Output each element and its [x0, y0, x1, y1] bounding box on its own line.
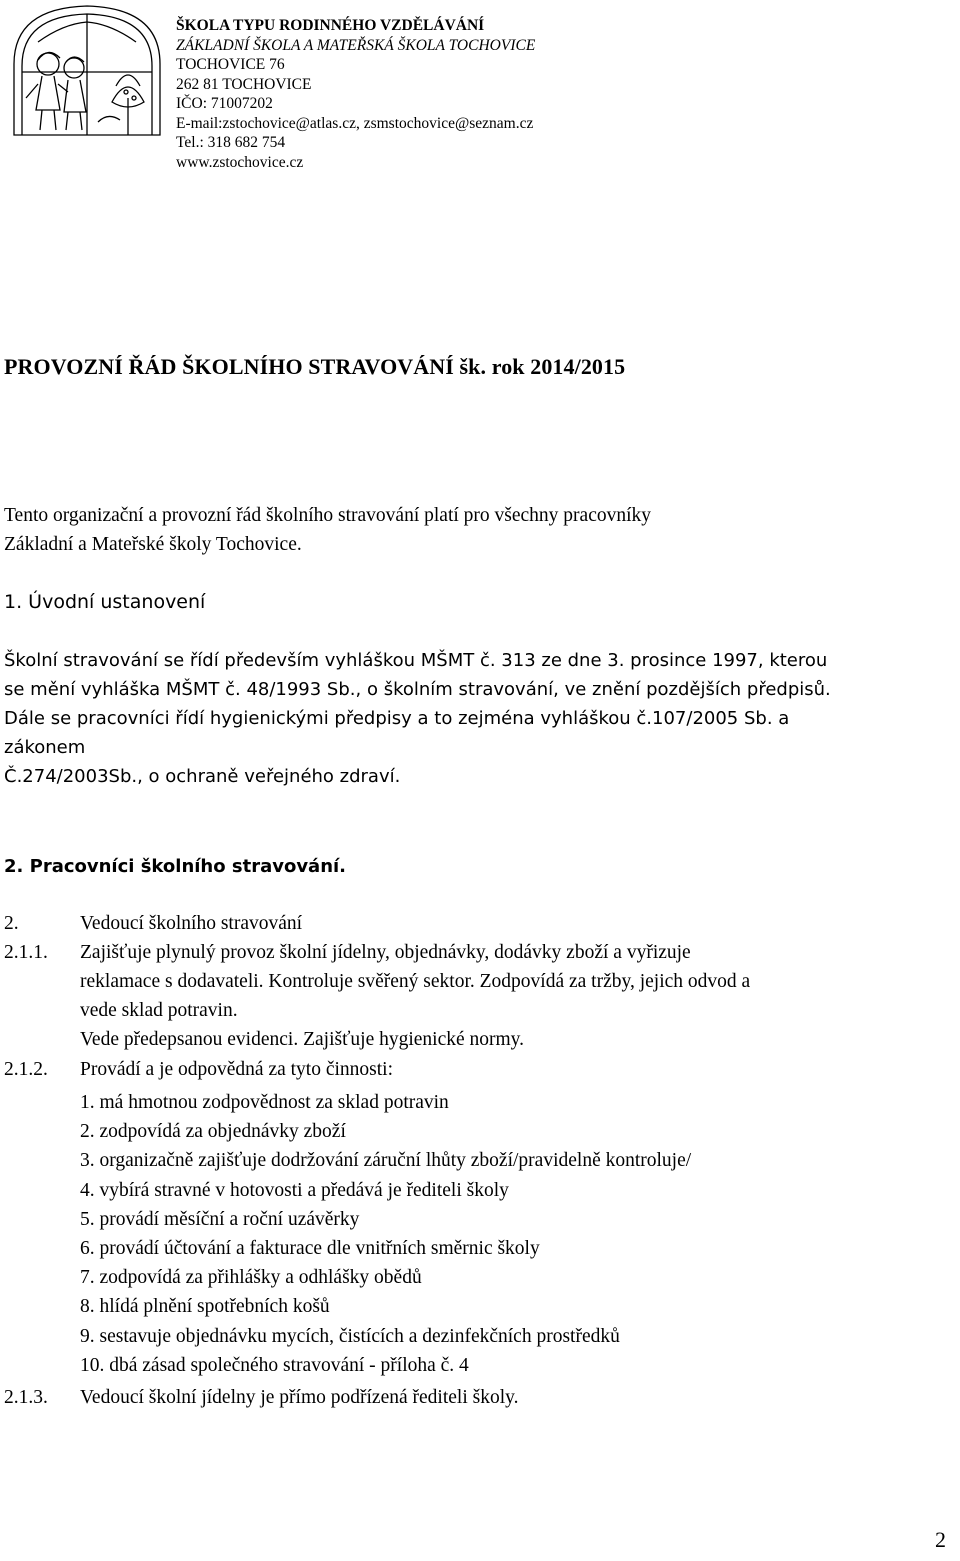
- intro-paragraph: [4, 501, 651, 560]
- school-ico: IČO: 71007202: [176, 95, 273, 112]
- school-postcode: 262 81 TOCHOVICE: [176, 75, 312, 93]
- school-phone: Tel.: 318 682 754: [176, 134, 286, 151]
- item-line: vede sklad potravin.: [80, 1000, 238, 1021]
- section-1-line: Č.274/2003Sb., o ochraně veřejného zdraví.: [4, 766, 401, 787]
- section-1-heading: 1. Úvodní ustanovení: [4, 591, 206, 613]
- item-2-1-1: [0, 938, 960, 1058]
- school-web: www.zstochovice.cz: [176, 153, 304, 171]
- item-text: Vedoucí školní jídelny je přímo podřízená řediteli školy.: [80, 1387, 519, 1408]
- section-1-line: se mění vyhláška MŠMT č. 48/1993 Sb., o školním stravování, ve znění pozdějších předpisů.: [4, 679, 831, 700]
- section-1-body: [4, 646, 831, 791]
- list-item: 4. vybírá stravné v hotovosti a předává je řediteli školy: [80, 1179, 509, 1201]
- school-logo: [8, 2, 166, 137]
- page-number: 2: [935, 1527, 946, 1552]
- item-number: 2.1.3.: [4, 1387, 48, 1408]
- list-item: 8. hlídá plnění spotřebních košů: [80, 1296, 330, 1318]
- list-item: 2. zodpovídá za objednávky zboží: [80, 1121, 346, 1143]
- school-street: TOCHOVICE 76: [176, 56, 285, 73]
- item-number: 2.1.1.: [4, 942, 48, 963]
- list-item: 1. má hmotnou zodpovědnost za sklad potravin: [80, 1092, 449, 1113]
- duties-list: [80, 1088, 960, 1380]
- list-item: 10. dbá zásad společného stravování - příloha č. 4: [80, 1354, 469, 1376]
- item-number: 2.1.2.: [4, 1059, 48, 1080]
- school-header: [176, 16, 535, 172]
- section-1-line: Dále se pracovníci řídí hygienickými předpisy a to zejména vyhláškou č.107/2005 Sb. a: [4, 708, 790, 729]
- section-1-line: Školní stravování se řídí především vyhláškou MŠMT č. 313 ze dne 3. prosince 1997, kterou: [4, 650, 828, 671]
- list-item: 3. organizačně zajišťuje dodržování záruční lhůty zboží/pravidelně kontroluje/: [80, 1150, 692, 1172]
- item-line: Zajišťuje plynulý provoz školní jídelny, objednávky, dodávky zboží a vyřizuje: [80, 942, 691, 963]
- list-item: 6. provádí účtování a fakturace dle vnitřních směrnic školy: [80, 1238, 540, 1260]
- school-email: E-mail:zstochovice@atlas.cz, zsmstochovice@seznam.cz: [176, 114, 534, 132]
- subsection-label: Vedoucí školního stravování: [80, 913, 303, 934]
- section-2-heading: 2. Pracovníci školního stravování.: [4, 856, 347, 877]
- intro-line: Tento organizační a provozní řád školního stravování platí pro všechny pracovníky: [4, 505, 652, 526]
- item-label: Provádí a je odpovědná za tyto činnosti:: [80, 1059, 394, 1080]
- list-item: 9. sestavuje objednávku mycích, čistících a dezinfekčních prostředků: [80, 1325, 620, 1347]
- document-title: PROVOZNÍ ŘÁD ŠKOLNÍHO STRAVOVÁNÍ šk. rok 2014/2015: [4, 354, 626, 379]
- item-line: Vede předepsanou evidenci. Zajišťuje hygienické normy.: [80, 1029, 525, 1050]
- school-type: ŠKOLA TYPU RODINNÉHO VZDĚLÁVÁNÍ: [176, 17, 485, 34]
- list-item: 5. provádí měsíční a roční uzávěrky: [80, 1208, 360, 1230]
- school-name: ZÁKLADNÍ ŠKOLA A MATEŘSKÁ ŠKOLA TOCHOVICE: [176, 36, 536, 54]
- intro-line: Základní a Mateřské školy Tochovice.: [4, 534, 302, 556]
- list-item: 7. zodpovídá za přihlášky a odhlášky obědů: [80, 1267, 422, 1289]
- subsection-number: 2.: [4, 913, 19, 934]
- item-line: reklamace s dodavateli. Kontroluje svěřený sektor. Zodpovídá za tržby, jejich odvod a: [80, 971, 751, 992]
- section-1-line: zákonem: [4, 737, 86, 758]
